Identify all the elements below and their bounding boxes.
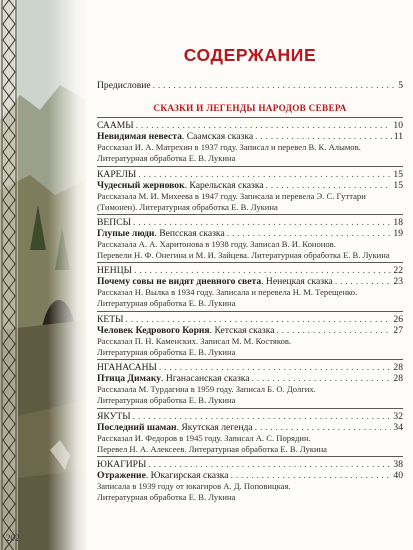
leader-dots: [227, 228, 392, 239]
toc-group: [97, 214, 403, 260]
toc-group: [97, 166, 403, 212]
page-title: СОДЕРЖАНИЕ: [183, 45, 317, 65]
side-illustration: [0, 0, 86, 550]
story-subtitle: . Кетская сказка: [209, 325, 275, 336]
story-subtitle: . Карельская сказка: [184, 180, 264, 191]
toc-group: [97, 408, 403, 454]
leader-dots: [126, 314, 392, 325]
story-credit-line: Рассказала М. Турдагина в 1959 году. Записал Б. О. Долгих.: [97, 384, 316, 394]
story-credit-line: Рассказала М. И. Михеева в 1947 году. Записала и перевела Э. С. Гуттари: [97, 191, 366, 201]
story-subtitle: . Юкагирская сказка: [145, 470, 229, 481]
leader-dots: [153, 80, 397, 91]
toc-group: [97, 456, 403, 502]
leader-dots: [133, 217, 391, 228]
entry-page: 15: [393, 169, 403, 180]
section-title: СКАЗКИ И ЛЕГЕНДЫ НАРОДОВ СЕВЕРА: [153, 103, 347, 113]
story-credit-line: Записала в 1939 году от юкагиров А. Д. Поповицкая.: [97, 481, 291, 491]
toc-entry-people[interactable]: [97, 408, 403, 422]
toc-group: [97, 117, 403, 163]
toc-entry-story[interactable]: [97, 422, 403, 433]
entry-page: 28: [393, 373, 403, 384]
entry-page: 15: [393, 180, 403, 191]
ornament-border: [0, 0, 18, 550]
story-title: Человек Кедрового Корня: [97, 325, 210, 336]
toc-entry-story[interactable]: [97, 180, 403, 191]
toc-entry-people[interactable]: [97, 359, 403, 373]
story-subtitle: . Нганасанская сказка: [161, 373, 250, 384]
story-title: Птица Димаку: [97, 373, 162, 384]
story-credit-line: Перевел Н. А. Алексеев. Литературная обработка Е. В. Лукина: [97, 443, 327, 454]
people-name: ЮКАГИРЫ: [97, 459, 147, 470]
entry-page: 38: [393, 459, 403, 470]
story-subtitle: . Ненецкая сказка: [261, 276, 333, 287]
leader-dots: [138, 169, 391, 180]
toc-group: [97, 311, 403, 357]
story-credit-line: Перевели Н. Ф. Онегина и М. И. Зайцева. Литературная обработка Е. В. Лукина: [97, 249, 390, 260]
leader-dots: [255, 422, 392, 433]
entry-page: 40: [393, 470, 403, 481]
people-name: СААМЫ: [97, 120, 134, 131]
people-name: ВЕПСЫ: [97, 217, 131, 228]
toc-entry-preface[interactable]: [97, 80, 403, 91]
page-number: 202: [6, 533, 20, 543]
people-name: КЕТЫ: [97, 314, 124, 325]
entry-page: 26: [393, 314, 403, 325]
entry-page: 18: [393, 217, 403, 228]
leader-dots: [335, 276, 392, 287]
toc-entry-story[interactable]: [97, 228, 403, 239]
entry-page: 34: [393, 422, 403, 433]
toc-entry-people[interactable]: [97, 214, 403, 228]
story-title: Невидимая невеста: [97, 131, 182, 142]
story-title: Отражение: [97, 470, 146, 481]
toc-entry-story[interactable]: [97, 325, 403, 336]
story-credit-line: Литературная обработка Е. В. Лукина: [97, 297, 236, 308]
entry-page: 23: [393, 276, 403, 287]
people-name: НГАНАСАНЫ: [97, 362, 157, 373]
people-name: КАРЕЛЫ: [97, 169, 137, 180]
toc-entry-story[interactable]: [97, 276, 403, 287]
story-credit-line: Литературная обработка Е. В. Лукина: [97, 491, 236, 502]
toc-group: [97, 359, 403, 405]
toc-entry-story[interactable]: [97, 131, 403, 142]
toc-entry-story[interactable]: [97, 373, 403, 384]
story-title: Последний шаман: [97, 422, 177, 433]
story-credit-line: (Тимонен). Литературная обработка Е. В. Лукина: [97, 201, 278, 212]
story-subtitle: . Вепсская сказка: [154, 228, 225, 239]
leader-dots: [134, 265, 391, 276]
leader-dots: [266, 180, 392, 191]
story-credit-line: Рассказала А. А. Харитонова в 1938 году. Записал В. И. Кононов.: [97, 239, 336, 249]
leader-dots: [255, 131, 392, 142]
story-credit-line: Рассказал П. Н. Каменских. Записал М. М. Костяков.: [97, 336, 292, 346]
entry-page: 27: [393, 325, 403, 336]
entry-page: 32: [393, 411, 403, 422]
entry-page: 5: [398, 80, 403, 91]
story-credit-line: Рассказал Н. Вылка в 1934 году. Записала и перевела Н. М. Терещенко.: [97, 287, 358, 297]
story-title: Почему совы не видят дневного света: [97, 276, 262, 287]
entry-page: 22: [393, 265, 403, 276]
story-title: Глупые люди: [97, 228, 155, 239]
story-credit-line: Литературная обработка Е. В. Лукина: [97, 152, 236, 163]
toc-group: [97, 262, 403, 308]
story-credit-line: Рассказал И. Федоров в 1945 году. Записал А. С. Порядин.: [97, 433, 311, 443]
entry-page: 11: [393, 131, 403, 142]
toc-entry-people[interactable]: [97, 262, 403, 276]
leader-dots: [148, 459, 391, 470]
leader-dots: [231, 470, 392, 481]
leader-dots: [136, 120, 392, 131]
toc-entry-story[interactable]: [97, 470, 403, 481]
story-credit-line: Литературная обработка Е. В. Лукина: [97, 394, 236, 405]
entry-page: 10: [393, 120, 403, 131]
toc-entry-people[interactable]: [97, 456, 403, 470]
story-credit-line: Литературная обработка Е. В. Лукина: [97, 346, 236, 357]
leader-dots: [133, 411, 392, 422]
people-name: ЯКУТЫ: [97, 411, 131, 422]
story-credit-line: Рассказал И. А. Матрехин в 1937 году. Записал и перевел В. К. Алымов.: [97, 142, 361, 152]
entry-page: 28: [393, 362, 403, 373]
story-title: Чудесный жерновок: [97, 180, 185, 191]
leader-dots: [276, 325, 391, 336]
toc-entry-people[interactable]: [97, 117, 403, 131]
entry-page: 19: [393, 228, 403, 239]
toc-entry-people[interactable]: [97, 166, 403, 180]
entry-label: Предисловие: [97, 80, 151, 91]
story-subtitle: . Якутская легенда: [176, 422, 253, 433]
toc-entry-people[interactable]: [97, 311, 403, 325]
story-subtitle: . Саамская сказка: [181, 131, 254, 142]
leader-dots: [252, 373, 392, 384]
leader-dots: [159, 362, 392, 373]
people-name: НЕНЦЫ: [97, 265, 133, 276]
